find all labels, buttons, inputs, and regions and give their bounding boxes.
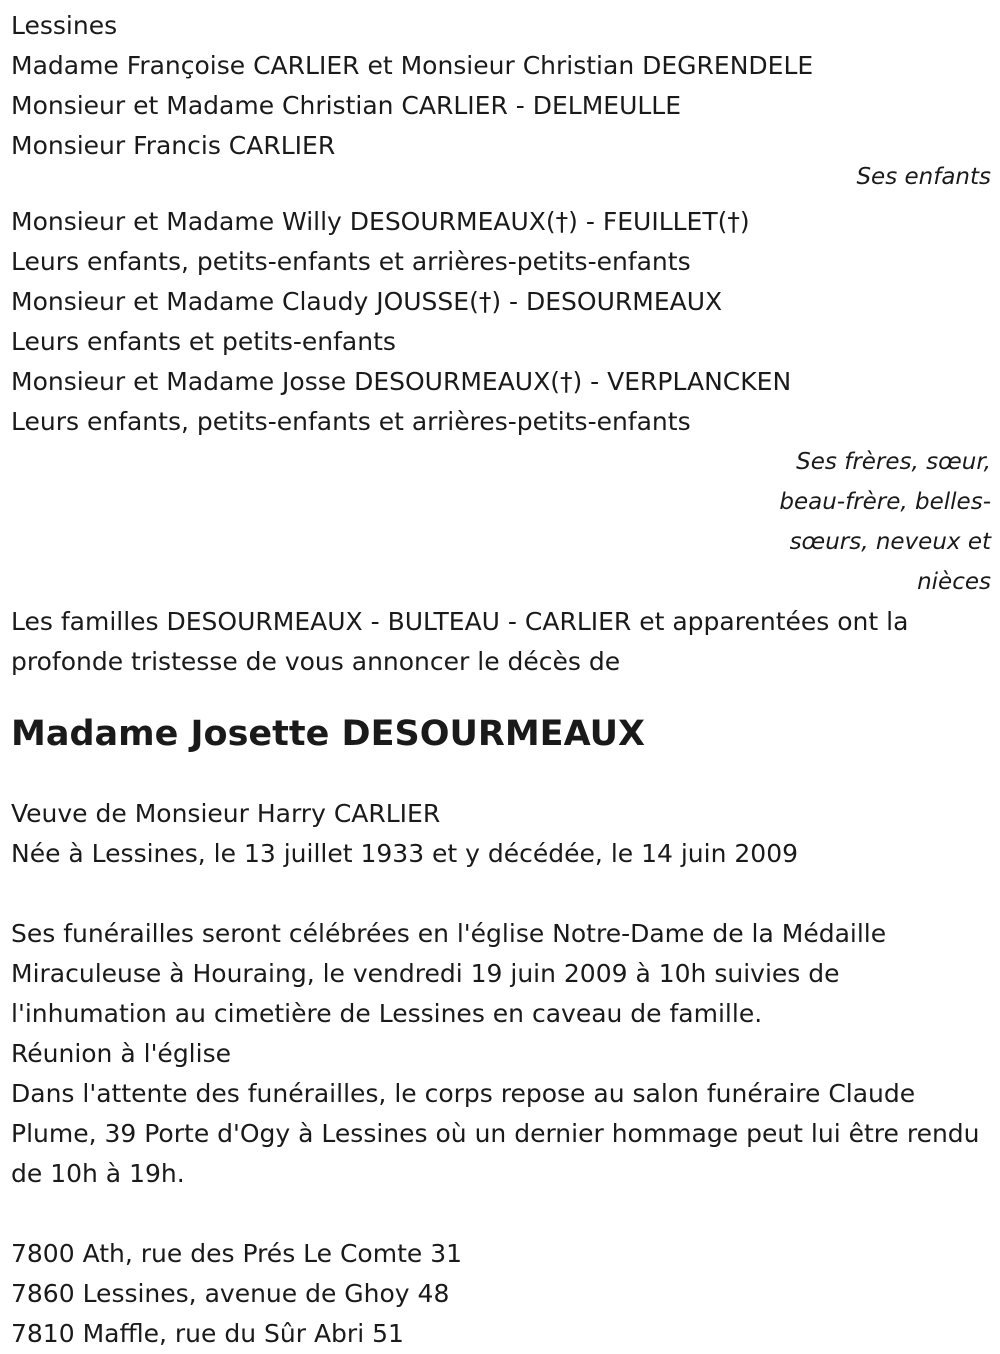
birth-death-text: Née à Lessines, le 13 juillet 1933 et y décédée, le 14 juin 2009 — [11, 839, 798, 868]
siblings-group — [11, 202, 991, 602]
relation-label: Ses frères, sœur, beau-frère, belles-sœurs, neveux et nièces — [779, 449, 991, 595]
family-line: Leurs enfants et petits-enfants — [11, 327, 396, 356]
relation-label: Ses enfants — [856, 164, 991, 190]
place-heading: Lessines — [11, 11, 118, 40]
family-line: Monsieur et Madame Willy DESOURMEAUX(†) - FEUILLET(†) — [11, 207, 750, 236]
address-list — [11, 1234, 991, 1354]
children-group — [11, 46, 991, 189]
family-line: Monsieur et Madame Claudy JOUSSE(†) - DESOURMEAUX — [11, 287, 723, 316]
deceased-name: Madame Josette DESOURMEAUX — [11, 714, 645, 754]
address-line: 7860 Lessines, avenue de Ghoy 48 — [11, 1279, 450, 1308]
announcement-text: Les familles DESOURMEAUX - BULTEAU - CARLIER et apparentées ont la profonde tristesse de vous annoncer le décès de — [11, 607, 909, 676]
family-line: Monsieur et Madame Christian CARLIER - DELMEULLE — [11, 91, 682, 120]
family-line: Monsieur et Madame Josse DESOURMEAUX(†) - VERPLANCKEN — [11, 367, 792, 396]
family-line: Leurs enfants, petits-enfants et arrières-petits-enfants — [11, 247, 691, 276]
meeting-text: Réunion à l'église — [11, 1039, 231, 1068]
family-line: Monsieur Francis CARLIER — [11, 131, 336, 160]
widow-of-text: Veuve de Monsieur Harry CARLIER — [11, 799, 441, 828]
obituary-notice — [11, 6, 991, 1354]
family-line: Leurs enfants, petits-enfants et arrières-petits-enfants — [11, 407, 691, 436]
viewing-text: Dans l'attente des funérailles, le corps repose au salon funéraire Claude Plume, 39 Porte d'Ogy à Lessines où un dernier hommage peut lui être rendu de 10h à 19h. — [11, 1079, 980, 1188]
funeral-ceremony-text: Ses funérailles seront célébrées en l'église Notre-Dame de la Médaille Miraculeuse à Houraing, le vendredi 19 juin 2009 à 10h suivies de l'inhumation au cimetière de Lessines en caveau de famille. — [11, 919, 887, 1028]
address-line: 7800 Ath, rue des Prés Le Comte 31 — [11, 1239, 463, 1268]
address-line: 7810 Maffle, rue du Sûr Abri 51 — [11, 1319, 404, 1348]
family-line: Madame Françoise CARLIER et Monsieur Christian DEGRENDELE — [11, 51, 814, 80]
